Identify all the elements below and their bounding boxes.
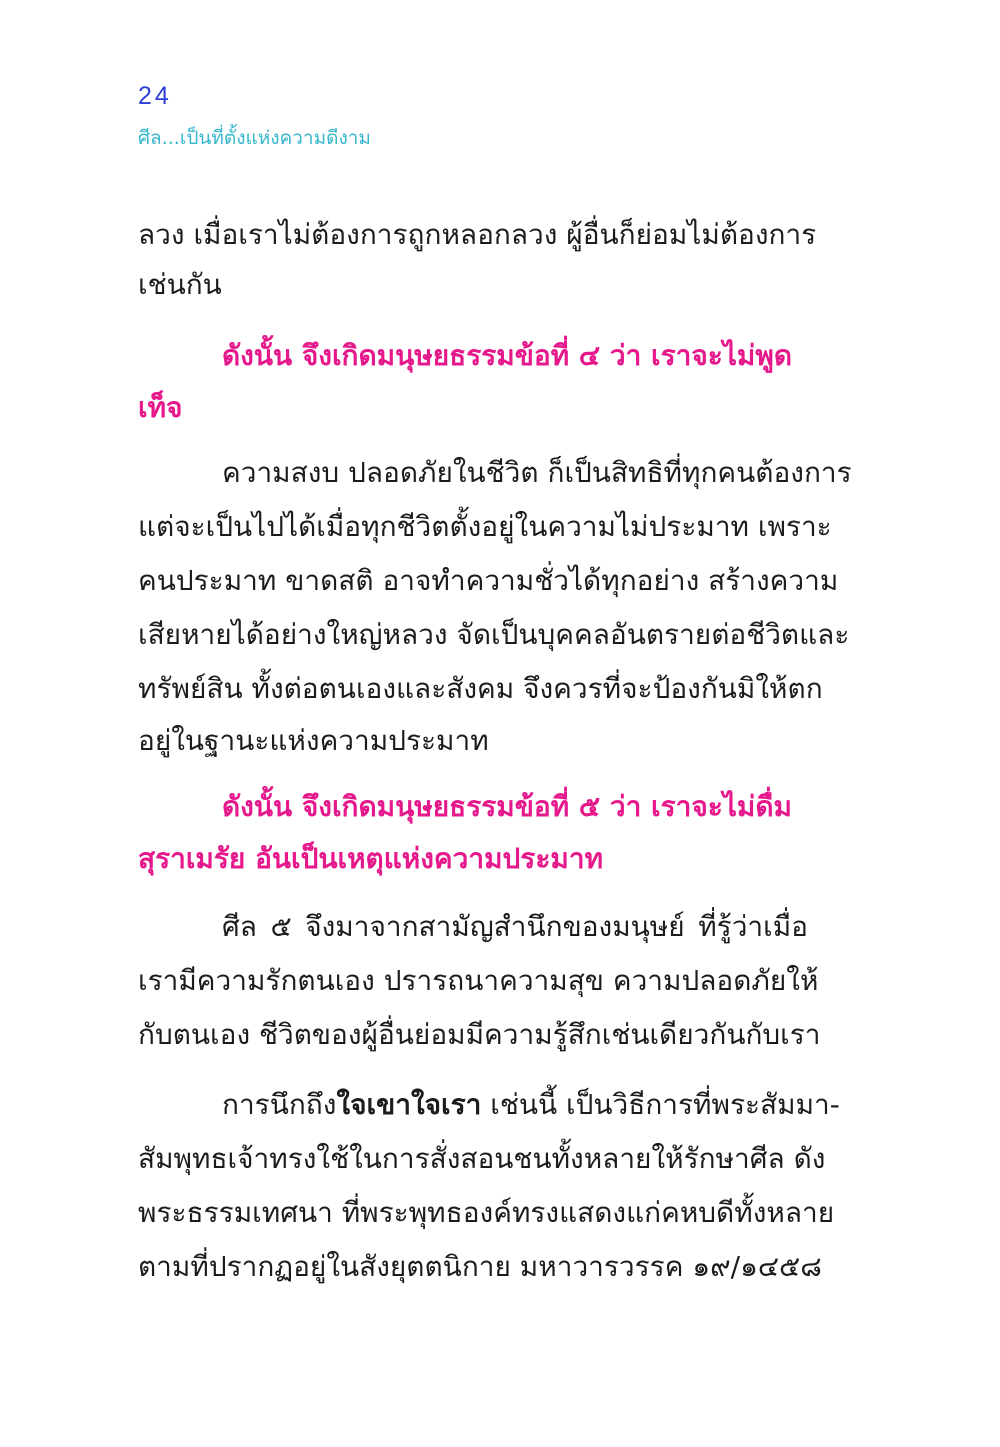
paragraph-3-line-3: กับตนเอง ชีวิตของผู้อื่นย่อมมีความรู้สึกเช่นเดียวกันกับเรา xyxy=(138,1018,821,1051)
precept-5-heading-line-1: ดังนั้น จึงเกิดมนุษยธรรมข้อที่ ๕ ว่า เราจะไม่ดื่ม xyxy=(222,790,793,823)
paragraph-2-line-4: เสียหายได้อย่างใหญ่หลวง จัดเป็นบุคคลอันตรายต่อชีวิตและ xyxy=(138,618,850,651)
precept-4-heading-line-1: ดังนั้น จึงเกิดมนุษยธรรมข้อที่ ๔ ว่า เราจะไม่พูด xyxy=(222,339,793,372)
precept-5-heading-line-2: สุราเมรัย อันเป็นเหตุแห่งความประมาท xyxy=(138,842,604,875)
paragraph-2-line-2: แต่จะเป็นไปได้เมื่อทุกชีวิตตั้งอยู่ในความไม่ประมาท เพราะ xyxy=(138,510,832,543)
paragraph-3-line-2: เรามีความรักตนเอง ปรารถนาความสุข ความปลอดภัยให้ xyxy=(138,964,819,997)
paragraph-3-line-1: ศีล ๕ จึงมาจากสามัญสำนึกของมนุษย์ ที่รู้ว่าเมื่อ xyxy=(222,910,808,943)
paragraph-4-line-1-rest: เช่นนี้ เป็นวิธีการที่พระสัมมา- xyxy=(481,1088,840,1121)
paragraph-2-line-5: ทรัพย์สิน ทั้งต่อตนเองและสังคม จึงควรที่จะป้องกันมิให้ตก xyxy=(138,672,823,705)
emphasis-empathy: ใจเขาใจเรา xyxy=(336,1088,482,1121)
paragraph-4-line-2: สัมพุทธเจ้าทรงใช้ในการสั่งสอนชนทั้งหลายให้รักษาศีล ดัง xyxy=(138,1142,826,1175)
paragraph-1-line-1: ลวง เมื่อเราไม่ต้องการถูกหลอกลวง ผู้อื่นก็ย่อมไม่ต้องการ xyxy=(138,218,817,251)
paragraph-4-line-1 xyxy=(222,1081,840,1129)
paragraph-2-line-3: คนประมาท ขาดสติ อาจทำความชั่วได้ทุกอย่าง สร้างความ xyxy=(138,564,839,597)
paragraph-2-line-1: ความสงบ ปลอดภัยในชีวิต ก็เป็นสิทธิที่ทุกคนต้องการ xyxy=(222,456,852,489)
paragraph-4-line-3: พระธรรมเทศนา ที่พระพุทธองค์ทรงแสดงแก่คหบดีทั้งหลาย xyxy=(138,1196,835,1229)
paragraph-1-line-2: เช่นกัน xyxy=(138,268,222,301)
precept-4-heading-line-2: เท็จ xyxy=(138,391,183,424)
page-number: 24 xyxy=(138,82,172,110)
paragraph-2-line-6: อยู่ในฐานะแห่งความประมาท xyxy=(138,724,489,757)
paragraph-4-line-4: ตามที่ปรากฏอยู่ในสังยุตตนิกาย มหาวารวรรค ๑๙/๑๔๕๘ xyxy=(138,1250,822,1283)
paragraph-4-line-1-lead: การนึกถึง xyxy=(222,1088,337,1121)
running-title: ศีล...เป็นที่ตั้งแห่งความดีงาม xyxy=(138,127,371,149)
